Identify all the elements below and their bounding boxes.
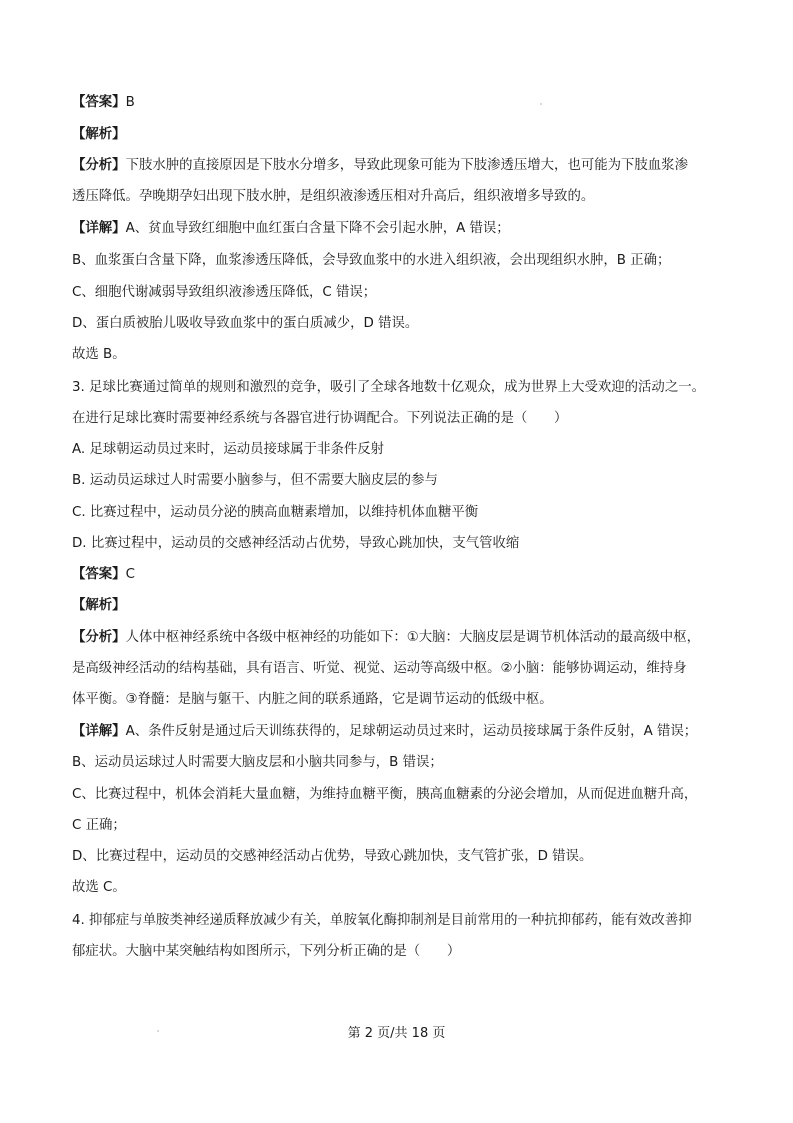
xiangjie-tag: 【详解】 xyxy=(72,221,126,236)
answer-value: B xyxy=(125,95,135,110)
xiangjie-2-d: D、蛋白质被胎儿吸收导致血浆中的蛋白质减少，D 错误。 xyxy=(72,316,419,331)
conclusion-3: 故选 C。 xyxy=(72,880,126,895)
question-3-line-1: 3. 足球比赛通过简单的规则和激烈的竞争，吸引了全球各地数十亿观众，成为世界上大受欢迎的活动之一。 xyxy=(72,380,705,395)
answer-value: C xyxy=(125,567,135,582)
fenxi-2-line-1 xyxy=(72,157,732,175)
fenxi-text: 人体中枢神经系统中各级中枢神经的功能如下：①大脑：大脑皮层是调节机体活动的最高级中枢， xyxy=(125,630,700,645)
xiangjie-3-a xyxy=(72,723,732,741)
question-4-line-1: 4. 抑郁症与单胺类神经递质释放减少有关，单胺氧化酶抑制剂是目前常用的一种抗抑郁药，能有效改善抑 xyxy=(72,913,692,928)
xiangjie-tag: 【详解】 xyxy=(72,724,126,739)
question-3-option-b: B. 运动员运球过人时需要小脑参与，但不需要大脑皮层的参与 xyxy=(72,473,438,488)
xiangjie-3-c-line-2: C 正确； xyxy=(72,818,126,833)
conclusion-2: 故选 B。 xyxy=(72,347,126,362)
fenxi-text: 透压降低。孕晚期孕妇出现下肢水肿，是组织液渗透压相对升高后，组织液增多导致的。 xyxy=(72,189,595,204)
xiangjie-2-c: C、细胞代谢减弱导致组织液渗透压降低，C 错误； xyxy=(72,285,377,300)
scan-dot xyxy=(540,103,542,105)
fenxi-3-line-1 xyxy=(72,629,732,647)
xiangjie-text: A、贫血导致红细胞中血红蛋白含量下降不会引起水肿，A 错误； xyxy=(125,221,510,236)
fenxi-tag: 【分析】 xyxy=(72,630,126,645)
question-3-option-c: C. 比赛过程中，运动员分泌的胰高血糖素增加，以维持机体血糖平衡 xyxy=(72,505,479,520)
xiangjie-3-d: D、比赛过程中，运动员的交感神经活动占优势，导致心跳加快，支气管扩张，D 错误。 xyxy=(72,849,593,864)
analysis-tag: 【解析】 xyxy=(72,598,126,613)
answer-2 xyxy=(72,94,732,112)
analysis-2-heading xyxy=(72,126,732,144)
fenxi-3-line-3: 体平衡。③脊髓：是脑与躯干、内脏之间的联系通路，它是调节运动的低级中枢。 xyxy=(72,692,553,707)
answer-tag: 【答案】 xyxy=(72,95,126,110)
xiangjie-3-b: B、运动员运球过人时需要大脑皮层和小脑共同参与，B 错误； xyxy=(72,755,443,770)
question-3-option-a: A. 足球朝运动员过来时，运动员接球属于非条件反射 xyxy=(72,442,385,457)
xiangjie-2-a xyxy=(72,220,732,238)
question-3-line-2: 在进行足球比赛时需要神经系统与各器官进行协调配合。下列说法正确的是（ ） xyxy=(72,411,568,426)
xiangjie-text: A、条件反射是通过后天训练获得的，足球朝运动员过来时，运动员接球属于条件反射，A 错误； xyxy=(125,724,698,739)
question-3-option-d: D. 比赛过程中，运动员的交感神经活动占优势，导致心跳加快，支气管收缩 xyxy=(72,536,520,551)
analysis-tag: 【解析】 xyxy=(72,127,126,142)
xiangjie-3-c-line-1: C、比赛过程中，机体会消耗大量血糖，为维持血糖平衡，胰高血糖素的分泌会增加，从而促进血糖升高， xyxy=(72,787,698,802)
answer-tag: 【答案】 xyxy=(72,567,126,582)
xiangjie-2-b: B、血浆蛋白含量下降，血浆渗透压降低，会导致血浆中的水进入组织液，会出现组织水肿，B 正确； xyxy=(72,253,671,268)
page-footer: 第 2 页/共 18 页 xyxy=(347,1026,446,1041)
fenxi-text: 下肢水肿的直接原因是下肢水分增多，导致此现象可能为下肢渗透压增大，也可能为下肢血浆渗 xyxy=(125,158,688,173)
answer-3 xyxy=(72,566,732,584)
analysis-3-heading xyxy=(72,597,732,615)
question-4-line-2: 郁症状。大脑中某突触结构如图所示，下列分析正确的是（ ） xyxy=(72,944,461,959)
fenxi-2-line-2 xyxy=(72,188,732,206)
fenxi-tag: 【分析】 xyxy=(72,158,126,173)
fenxi-3-line-2: 是高级神经活动的结构基础，具有语言、听觉、视觉、运动等高级中枢。②小脑：能够协调运动，维持身 xyxy=(72,661,687,676)
